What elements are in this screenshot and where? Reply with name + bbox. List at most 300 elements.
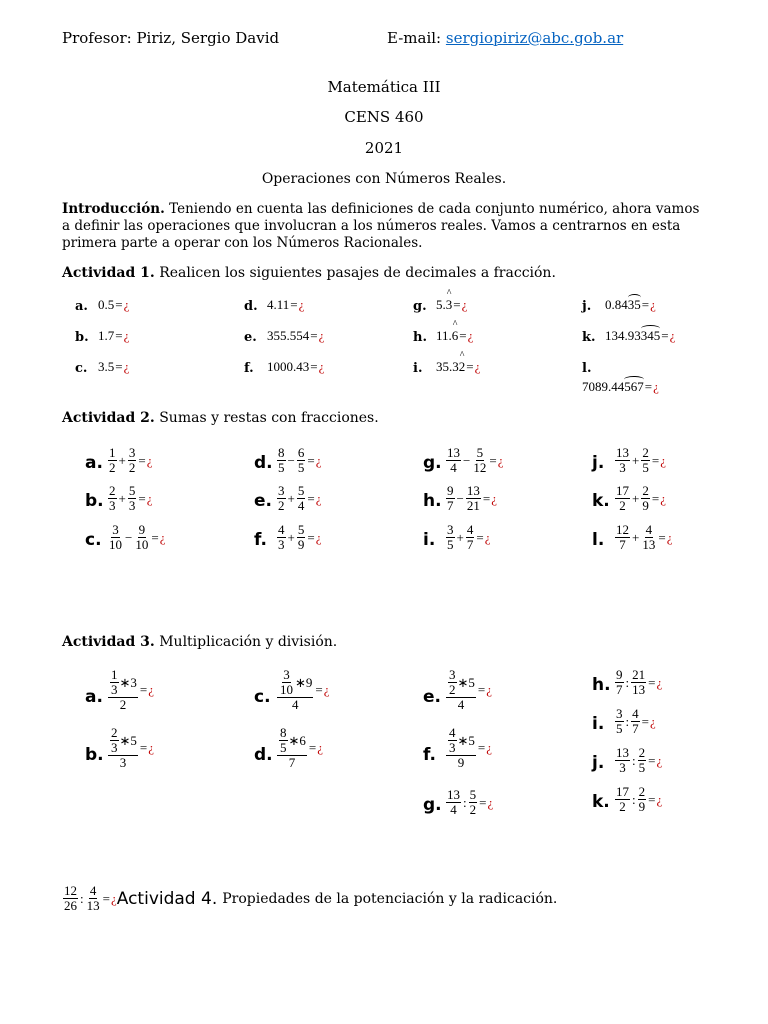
- multiplier: ∗5: [119, 732, 137, 748]
- numerator: 4: [278, 522, 285, 537]
- decimal-expression: [582, 379, 659, 395]
- decimal-value: 1000.43: [267, 359, 310, 374]
- denominator: 3: [109, 498, 116, 513]
- item-label: g.: [423, 453, 442, 473]
- fraction: [297, 484, 306, 513]
- fraction: [446, 788, 461, 817]
- numerator: 4: [632, 706, 639, 721]
- answer-placeholder: ¿: [491, 490, 497, 506]
- item-label: d.: [254, 745, 273, 765]
- numerator: 17: [616, 784, 629, 799]
- fraction: [615, 746, 630, 775]
- answer-placeholder: ¿: [317, 740, 324, 755]
- division-sign: :: [463, 794, 467, 810]
- answer-placeholder: ¿: [484, 529, 491, 545]
- answer-placeholder: ¿: [318, 359, 325, 374]
- complex-fraction: [446, 668, 476, 712]
- equals-sign: =: [658, 529, 666, 545]
- operator: −: [125, 529, 133, 545]
- denominator: 21: [466, 498, 480, 513]
- numerator: 3: [449, 667, 456, 682]
- operator: +: [118, 490, 126, 506]
- activity-1-heading: [62, 265, 556, 281]
- item-label: g.: [423, 795, 442, 815]
- denominator: 7: [616, 682, 623, 697]
- school-title: CENS 460: [344, 108, 424, 126]
- decimal-expression: [98, 328, 129, 344]
- answer-placeholder: ¿: [656, 752, 663, 768]
- answer-placeholder: ¿: [148, 682, 155, 697]
- fraction: [110, 726, 119, 755]
- denominator: 7: [619, 537, 626, 552]
- decimal-value: 0.84: [605, 297, 628, 312]
- item-label: h.: [423, 491, 442, 511]
- fraction-expression: [445, 446, 503, 475]
- item-label: d.: [244, 299, 258, 314]
- equals-sign: =: [102, 890, 110, 906]
- complex-fraction-expression: [107, 668, 154, 712]
- fraction: [63, 884, 78, 913]
- fraction-expression: [276, 446, 321, 475]
- equals-sign: =: [115, 359, 123, 374]
- activity-2-label: Actividad 2.: [62, 410, 155, 426]
- numerator: 13: [466, 483, 480, 498]
- decimal-value: 11.: [436, 328, 452, 343]
- fraction: [128, 446, 137, 475]
- answer-placeholder: ¿: [123, 297, 130, 312]
- denominator: 3: [111, 682, 118, 697]
- stray-division: [62, 884, 117, 913]
- complex-numerator: [108, 668, 138, 698]
- equals-sign: =: [459, 328, 467, 343]
- fraction: [641, 446, 650, 475]
- numerator: 13: [447, 787, 460, 802]
- item-label: j.: [592, 753, 605, 773]
- activity-3-text: Multiplicación y división.: [159, 634, 338, 650]
- equals-sign: =: [476, 529, 484, 545]
- denominator: 5: [638, 760, 646, 775]
- fraction-expression: [107, 484, 152, 513]
- fraction: [297, 446, 306, 475]
- fraction: [472, 446, 487, 475]
- equals-sign: =: [661, 328, 669, 343]
- professor-name: Profesor: Piriz, Sergio David: [62, 29, 280, 47]
- denominator: 2: [128, 460, 136, 475]
- decimal-expression: [98, 297, 129, 313]
- answer-placeholder: ¿: [666, 529, 673, 545]
- item-label: l.: [582, 361, 592, 376]
- fraction: [277, 523, 286, 552]
- decimal-expression: [267, 359, 324, 375]
- numerator: 12: [616, 522, 629, 537]
- decimal-value: 3.5: [98, 359, 115, 374]
- numerator: 3: [447, 522, 454, 537]
- denominator: 3: [619, 760, 626, 775]
- item-label: a.: [75, 299, 88, 314]
- complex-fraction-expression: [276, 726, 323, 770]
- intro-text: Teniendo en cuenta las definiciones de cada conjunto numérico, ahora vamos a definir las operaciones que involucran a los números reales. Vamos a centrarnos en esta primera parte a operar con los Números Racionales.: [62, 201, 700, 251]
- activity-3-label: Actividad 3.: [62, 634, 155, 650]
- denominator: 2: [619, 498, 626, 513]
- decimal-expression: [605, 297, 656, 313]
- answer-placeholder: ¿: [123, 328, 130, 343]
- numerator: 2: [642, 483, 649, 498]
- fraction: [446, 484, 455, 513]
- email-line: [387, 29, 623, 47]
- decimal-expression: [436, 328, 473, 344]
- fraction: [466, 523, 475, 552]
- fraction: [108, 446, 117, 475]
- activity-4-text: Propiedades de la potenciación y la radicación.: [222, 890, 558, 907]
- denominator: 2: [449, 682, 456, 697]
- numerator: 5: [469, 787, 477, 802]
- denominator: 4: [450, 802, 457, 817]
- denominator: 9: [297, 537, 305, 552]
- answer-placeholder: ¿: [123, 359, 130, 374]
- answer-placeholder: ¿: [660, 452, 666, 468]
- equals-sign: =: [641, 297, 650, 312]
- answer-placeholder: ¿: [497, 452, 504, 468]
- complex-numerator: [108, 726, 138, 756]
- numerator: 3: [112, 522, 119, 537]
- fraction: [446, 446, 461, 475]
- numerator: 1: [109, 445, 116, 460]
- numerator: 2: [638, 784, 646, 799]
- multiplier: ∗3: [119, 674, 137, 690]
- equals-sign: =: [307, 490, 315, 506]
- fraction: [615, 668, 624, 697]
- activity-1-label: Actividad 1.: [62, 265, 155, 281]
- answer-placeholder: ¿: [669, 328, 676, 343]
- equals-sign: =: [648, 791, 656, 807]
- equals-sign: =: [139, 682, 148, 697]
- multiplier: ∗5: [457, 732, 475, 748]
- denominator: 4: [450, 460, 457, 475]
- complex-fraction: [277, 726, 307, 770]
- equals-sign: =: [651, 452, 660, 468]
- item-label: f.: [423, 745, 436, 765]
- fraction-expression: [614, 484, 666, 513]
- decimal-value: 1.7: [98, 328, 115, 343]
- denominator: 26: [64, 898, 77, 913]
- fraction-expression: [614, 446, 666, 475]
- numerator: 9: [138, 522, 146, 537]
- numerator: 13: [616, 445, 629, 460]
- denominator: 5: [642, 460, 649, 475]
- answer-placeholder: ¿: [474, 359, 481, 374]
- item-label: b.: [85, 745, 104, 765]
- item-label: b.: [85, 491, 104, 511]
- decimal-value: 7089.44: [582, 379, 625, 394]
- operator: −: [463, 452, 471, 468]
- item-label: f.: [254, 530, 267, 550]
- multiplier: ∗5: [457, 674, 475, 690]
- answer-placeholder: ¿: [148, 740, 155, 755]
- answer-placeholder: ¿: [315, 529, 322, 545]
- numerator: 9: [616, 667, 623, 682]
- answer-placeholder: ¿: [660, 490, 666, 506]
- equals-sign: =: [308, 740, 317, 755]
- operator: +: [456, 529, 464, 545]
- equals-sign: =: [151, 529, 159, 545]
- equals-sign: =: [482, 490, 491, 506]
- equals-sign: =: [651, 490, 660, 506]
- item-label: d.: [254, 453, 273, 473]
- denominator: 7: [466, 537, 474, 552]
- denominator: 10: [135, 537, 149, 552]
- numerator: 13: [447, 445, 460, 460]
- decimal-value: 0.5: [98, 297, 115, 312]
- division-expression: [445, 788, 493, 817]
- equals-sign: =: [290, 297, 298, 312]
- numerator: 5: [476, 445, 484, 460]
- item-label: c.: [75, 361, 88, 376]
- item-label: e.: [254, 491, 272, 511]
- division-sign: :: [632, 791, 636, 807]
- answer-placeholder: ¿: [146, 490, 153, 506]
- answer-placeholder: ¿: [461, 297, 468, 312]
- item-label: j.: [582, 299, 592, 314]
- operator: +: [632, 490, 640, 506]
- numerator: 4: [645, 522, 653, 537]
- denominator: 9: [638, 799, 646, 814]
- denominator: 3: [128, 498, 136, 513]
- numerator: 9: [447, 483, 454, 498]
- complex-fraction: [277, 668, 313, 712]
- operator: +: [632, 452, 640, 468]
- numerator: 4: [89, 883, 97, 898]
- answer-placeholder: ¿: [315, 490, 322, 506]
- denominator: 3: [111, 740, 118, 755]
- decimal-value: 4.11: [267, 297, 290, 312]
- fraction-expression: [276, 523, 321, 552]
- answer-placeholder: ¿: [649, 713, 656, 729]
- fraction-expression: [445, 484, 497, 513]
- denominator: 5: [278, 460, 285, 475]
- equals-sign: =: [648, 674, 656, 690]
- fraction: [134, 523, 149, 552]
- fraction: [446, 523, 455, 552]
- fraction: [297, 523, 306, 552]
- email-label: E-mail:: [387, 29, 442, 47]
- fraction-expression: [276, 484, 321, 513]
- answer-placeholder: ¿: [656, 674, 663, 690]
- repeating-digits: ^ 3: [446, 297, 453, 313]
- division-sign: :: [632, 752, 636, 768]
- numerator: 21: [632, 667, 646, 682]
- fraction-expression: [614, 523, 672, 552]
- numerator: 8: [278, 445, 285, 460]
- fraction: [448, 668, 457, 697]
- denominator: 12: [473, 460, 487, 475]
- equals-sign: =: [307, 529, 315, 545]
- activity-4-line: [62, 884, 557, 913]
- numerator: 3: [128, 445, 136, 460]
- answer-placeholder: ¿: [487, 794, 494, 810]
- complex-numerator: [277, 668, 313, 698]
- complex-denominator: 4: [457, 697, 465, 712]
- decimal-expression: [267, 328, 324, 344]
- complex-denominator: 2: [119, 697, 127, 712]
- fraction: [638, 746, 647, 775]
- complex-fraction: [446, 726, 476, 770]
- item-label: k.: [582, 330, 596, 345]
- fraction: [641, 484, 650, 513]
- answer-placeholder: ¿: [486, 740, 493, 755]
- fraction-expression: [445, 523, 490, 552]
- repeating-digits: 35: [627, 297, 641, 312]
- denominator: 9: [642, 498, 649, 513]
- equals-sign: =: [310, 328, 318, 343]
- answer-placeholder: ¿: [323, 682, 330, 697]
- numerator: 5: [297, 483, 305, 498]
- equals-sign: =: [466, 359, 474, 374]
- fraction-expression: [107, 523, 165, 552]
- intro-label: Introducción.: [62, 201, 165, 217]
- denominator: 5: [297, 460, 305, 475]
- answer-placeholder: ¿: [110, 890, 117, 906]
- decimal-expression: [436, 297, 467, 313]
- numerator: 8: [280, 725, 287, 740]
- denominator: 10: [280, 682, 293, 697]
- denominator: 2: [619, 799, 626, 814]
- subject-title: Matemática III: [327, 78, 441, 96]
- equals-sign: =: [644, 379, 653, 394]
- denominator: 10: [109, 537, 122, 552]
- decimal-expression: [98, 359, 129, 375]
- denominator: 3: [619, 460, 626, 475]
- fraction: [277, 484, 286, 513]
- item-label: g.: [413, 299, 427, 314]
- operator: +: [287, 529, 295, 545]
- fraction: [641, 523, 656, 552]
- answer-placeholder: ¿: [653, 379, 659, 394]
- complex-fraction-expression: [107, 726, 154, 770]
- denominator: 13: [642, 537, 656, 552]
- item-label: c.: [85, 530, 102, 550]
- item-label: h.: [413, 330, 427, 345]
- activity-2-heading: [62, 410, 379, 426]
- decimal-expression: [267, 297, 304, 313]
- decimal-value: 35.3: [436, 359, 459, 374]
- equals-sign: =: [310, 359, 318, 374]
- topic-title: Operaciones con Números Reales.: [261, 171, 507, 187]
- decimal-expression: [436, 359, 480, 375]
- division-sign: :: [80, 890, 84, 906]
- division-expression: [614, 707, 656, 736]
- answer-placeholder: ¿: [159, 529, 166, 545]
- fraction-expression: [107, 446, 152, 475]
- numerator: 3: [616, 706, 623, 721]
- fraction: [108, 523, 123, 552]
- fraction: [615, 523, 630, 552]
- fraction: [615, 484, 630, 513]
- denominator: 4: [297, 498, 305, 513]
- numerator: 12: [64, 883, 77, 898]
- fraction: [277, 446, 286, 475]
- numerator: 5: [297, 522, 305, 537]
- complex-fraction-expression: [276, 668, 330, 712]
- denominator: 3: [278, 537, 285, 552]
- equals-sign: =: [641, 713, 649, 729]
- multiplier: ∗9: [295, 674, 313, 690]
- denominator: 13: [632, 682, 646, 697]
- repeating-digits: ^ 6: [452, 328, 459, 344]
- year-title: 2021: [364, 139, 404, 157]
- denominator: 5: [447, 537, 454, 552]
- item-label: j.: [592, 453, 605, 473]
- division-expression: [614, 785, 662, 814]
- activity-4-label: Actividad 4.: [116, 888, 218, 909]
- numerator: 6: [297, 445, 305, 460]
- fraction: [279, 726, 288, 755]
- item-label: h.: [592, 675, 611, 695]
- item-label: e.: [244, 330, 257, 345]
- complex-denominator: 3: [119, 755, 127, 770]
- denominator: 5: [616, 721, 623, 736]
- division-sign: :: [625, 674, 630, 690]
- denominator: 5: [280, 740, 287, 755]
- denominator: 2: [469, 802, 477, 817]
- answer-placeholder: ¿: [656, 791, 663, 807]
- item-label: l.: [592, 530, 605, 550]
- email-link[interactable]: sergiopiriz@abc.gob.ar: [445, 29, 624, 47]
- item-label: a.: [85, 687, 103, 707]
- equals-sign: =: [138, 490, 146, 506]
- equals-sign: =: [115, 297, 123, 312]
- complex-fraction: [108, 668, 138, 712]
- operator: +: [118, 452, 126, 468]
- activity-1-text: Realicen los siguientes pasajes de decimales a fracción.: [159, 265, 556, 281]
- answer-placeholder: ¿: [650, 297, 656, 312]
- fraction: [631, 668, 646, 697]
- complex-numerator: [446, 668, 476, 698]
- operator: −: [287, 452, 295, 468]
- numerator: 3: [283, 667, 290, 682]
- numerator: 4: [466, 522, 474, 537]
- repeating-digits: ^ 2: [459, 359, 466, 375]
- item-label: i.: [423, 530, 436, 550]
- equals-sign: =: [307, 452, 315, 468]
- equals-sign: =: [315, 682, 323, 697]
- denominator: 3: [449, 740, 456, 755]
- complex-numerator: [446, 726, 476, 756]
- complex-fraction-expression: [445, 726, 492, 770]
- multiplier: ∗6: [288, 732, 306, 748]
- activity-2-text: Sumas y restas con fracciones.: [159, 410, 379, 426]
- decimal-value: 5.: [436, 297, 446, 312]
- numerator: 2: [638, 745, 646, 760]
- answer-placeholder: ¿: [318, 328, 325, 343]
- fraction: [615, 785, 630, 814]
- item-label: a.: [85, 453, 103, 473]
- numerator: 4: [449, 725, 456, 740]
- item-label: e.: [423, 687, 441, 707]
- answer-placeholder: ¿: [486, 682, 493, 697]
- fraction: [279, 668, 294, 697]
- equals-sign: =: [648, 752, 656, 768]
- complex-denominator: 7: [288, 755, 296, 770]
- division-expression: [614, 746, 662, 775]
- answer-placeholder: ¿: [467, 328, 474, 343]
- item-label: k.: [592, 792, 610, 812]
- division-sign: :: [625, 713, 630, 729]
- answer-placeholder: ¿: [146, 452, 153, 468]
- fraction: [86, 884, 101, 913]
- numerator: 2: [642, 445, 649, 460]
- operator: −: [456, 490, 464, 506]
- equals-sign: =: [115, 328, 123, 343]
